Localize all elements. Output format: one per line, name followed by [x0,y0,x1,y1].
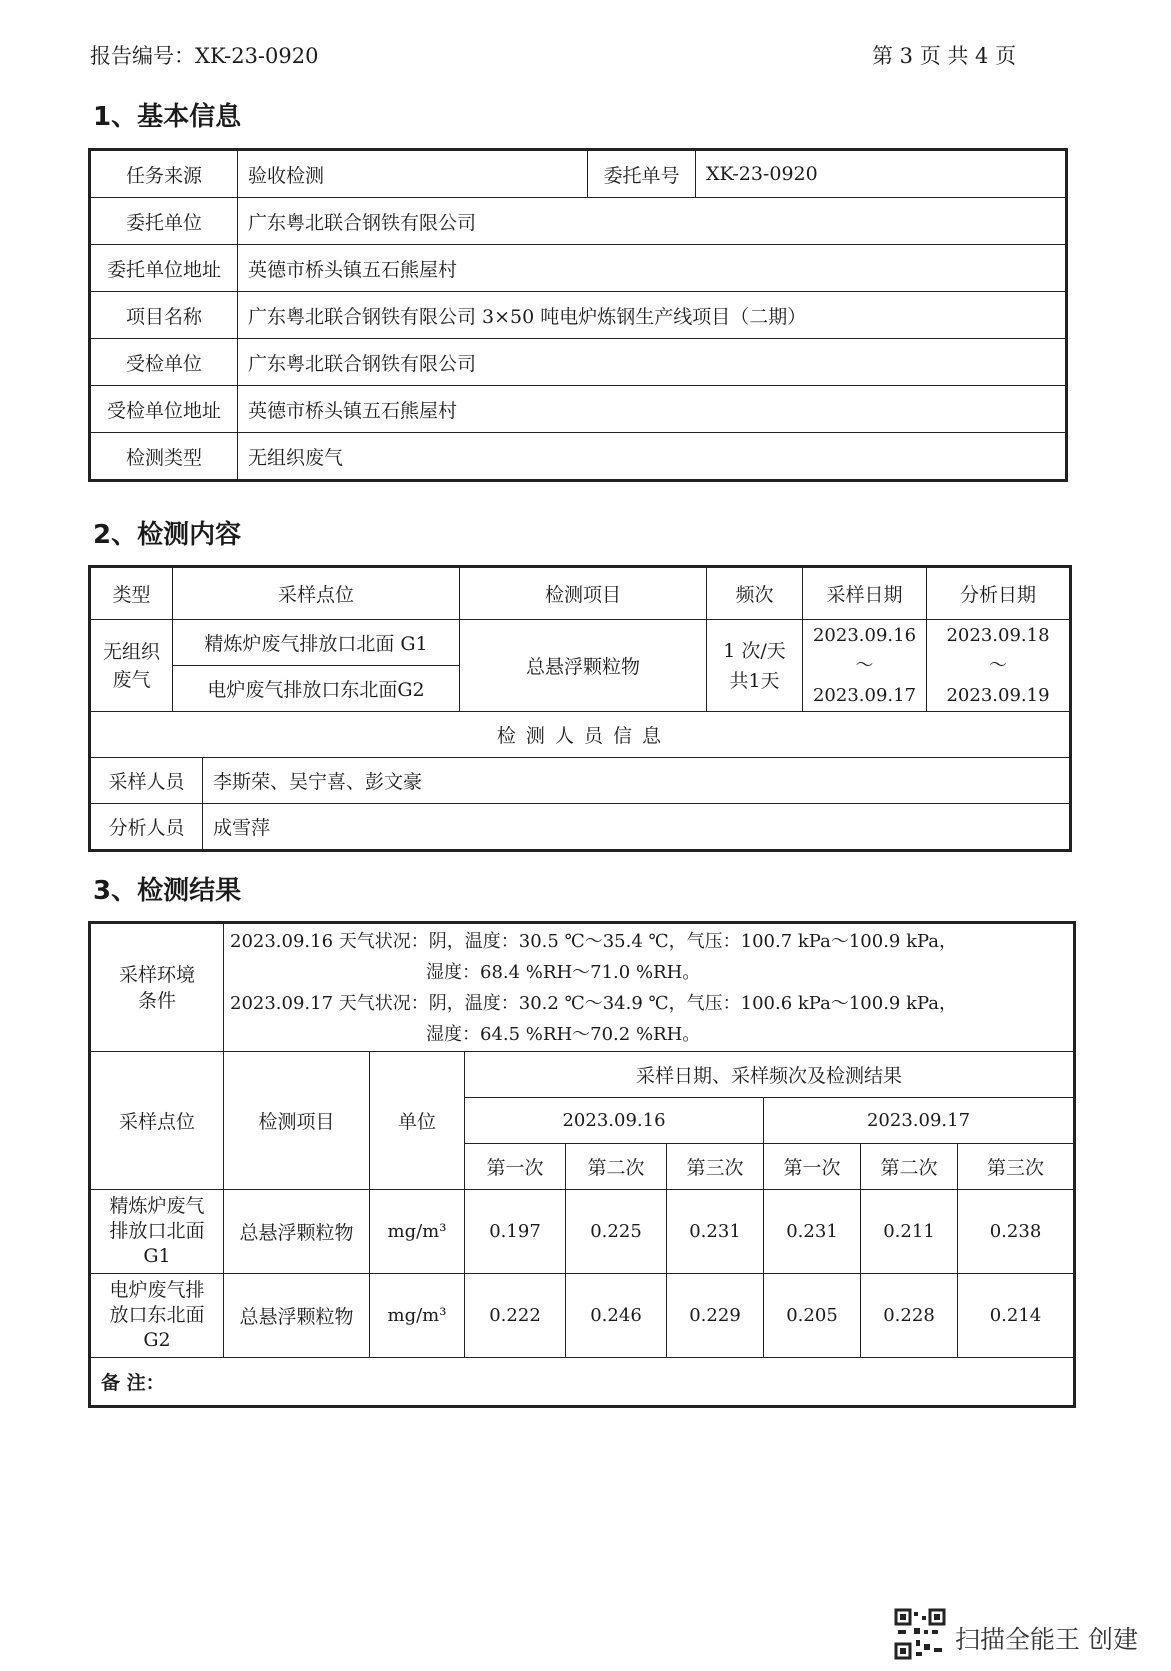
task-source-value: 验收检测 [238,151,588,198]
info-label: 受检单位地址 [91,386,238,433]
result-value: 0.211 [861,1190,958,1274]
personnel-title: 检 测 人 员 信 息 [91,712,1070,758]
test-results-table [90,923,1074,1406]
info-label: 检测类型 [91,433,238,480]
header-cell: 采样点位 [173,568,460,620]
info-value: 广东粤北联合钢铁有限公司 [238,339,1066,386]
info-label: 项目名称 [91,292,238,339]
info-value: 广东粤北联合钢铁有限公司 3×50 吨电炉炼钢生产线项目（二期） [238,292,1066,339]
table-row [91,1190,1074,1274]
result-value: 0.231 [667,1190,764,1274]
header-cell: 检测项目 [460,568,707,620]
order-no-value: XK-23-0920 [696,151,1066,198]
type-cell: 无组织 废气 [91,620,173,712]
info-label: 委托单位 [91,198,238,245]
result-point: 电炉废气排 放口东北面 G2 [91,1274,224,1358]
time-header: 第一次 [764,1144,861,1190]
result-unit: mg/m³ [370,1190,465,1274]
env-line: 2023.09.17 天气状况：阴，温度：30.2 ℃～34.9 ℃，气压：100.6 kPa～100.9 kPa， [230,992,958,1014]
order-no-label: 委托单号 [588,151,696,198]
time-header: 第三次 [958,1144,1074,1190]
section2-title: 2、检测内容 [93,520,242,550]
sampler-names: 李斯荣、吴宁喜、彭文豪 [203,758,1070,804]
test-content-table [90,567,1070,850]
col-unit: 单位 [370,1052,465,1190]
info-value: 广东粤北联合钢铁有限公司 [238,198,1066,245]
task-source-label: 任务来源 [91,151,238,198]
test-item: 总悬浮颗粒物 [460,620,707,712]
analysis-date: 2023.09.18 ～ 2023.09.19 [927,620,1070,712]
col-group: 采样日期、采样频次及检测结果 [465,1052,1074,1098]
col-point: 采样点位 [91,1052,224,1190]
info-label: 委托单位地址 [91,245,238,292]
info-label: 受检单位 [91,339,238,386]
result-point: 精炼炉废气 排放口北面 G1 [91,1190,224,1274]
result-value: 0.214 [958,1274,1074,1358]
frequency: 1 次/天 共1天 [707,620,803,712]
header-cell: 类型 [91,568,173,620]
env-label: 采样环境 条件 [91,924,224,1052]
sampling-point: 电炉废气排放口东北面G2 [173,666,460,712]
time-header: 第二次 [566,1144,667,1190]
sampling-date: 2023.09.16 ～ 2023.09.17 [803,620,927,712]
report-number: 报告编号：XK-23-0920 [90,44,319,68]
page-indicator: 第 3 页 共 4 页 [872,44,1017,68]
date-header: 2023.09.16 [465,1098,764,1144]
result-value: 0.246 [566,1274,667,1358]
remark: 备 注： [91,1358,1074,1406]
scanner-watermark: 扫描全能王 创建 [955,1625,1138,1654]
env-line: 2023.09.16 天气状况：阴，温度：30.5 ℃～35.4 ℃，气压：100.7 kPa～100.9 kPa， [230,930,958,952]
result-item: 总悬浮颗粒物 [224,1190,370,1274]
result-value: 0.238 [958,1190,1074,1274]
result-value: 0.222 [465,1274,566,1358]
env-conditions [224,924,1074,1052]
date-header: 2023.09.17 [764,1098,1074,1144]
result-unit: mg/m³ [370,1274,465,1358]
qr-code-icon [894,1608,946,1664]
sampler-label: 采样人员 [91,758,203,804]
result-value: 0.231 [764,1190,861,1274]
time-header: 第一次 [465,1144,566,1190]
analyst-name: 成雪萍 [203,804,1070,850]
col-item: 检测项目 [224,1052,370,1190]
basic-info-table [90,150,1066,480]
time-header: 第三次 [667,1144,764,1190]
info-value: 英德市桥头镇五石熊屋村 [238,245,1066,292]
result-value: 0.197 [465,1190,566,1274]
section3-title: 3、检测结果 [93,876,242,906]
table-row [91,1274,1074,1358]
result-value: 0.228 [861,1274,958,1358]
env-line: 湿度：68.4 %RH～71.0 %RH。 [426,961,701,983]
section1-title: 1、基本信息 [93,102,242,132]
result-item: 总悬浮颗粒物 [224,1274,370,1358]
info-value: 英德市桥头镇五石熊屋村 [238,386,1066,433]
header-cell: 采样日期 [803,568,927,620]
sampling-point: 精炼炉废气排放口北面 G1 [173,620,460,666]
result-value: 0.229 [667,1274,764,1358]
header-cell: 频次 [707,568,803,620]
header-cell: 分析日期 [927,568,1070,620]
env-line: 湿度：64.5 %RH～70.2 %RH。 [426,1023,701,1045]
result-value: 0.225 [566,1190,667,1274]
info-value: 无组织废气 [238,433,1066,480]
result-value: 0.205 [764,1274,861,1358]
time-header: 第二次 [861,1144,958,1190]
analyst-label: 分析人员 [91,804,203,850]
